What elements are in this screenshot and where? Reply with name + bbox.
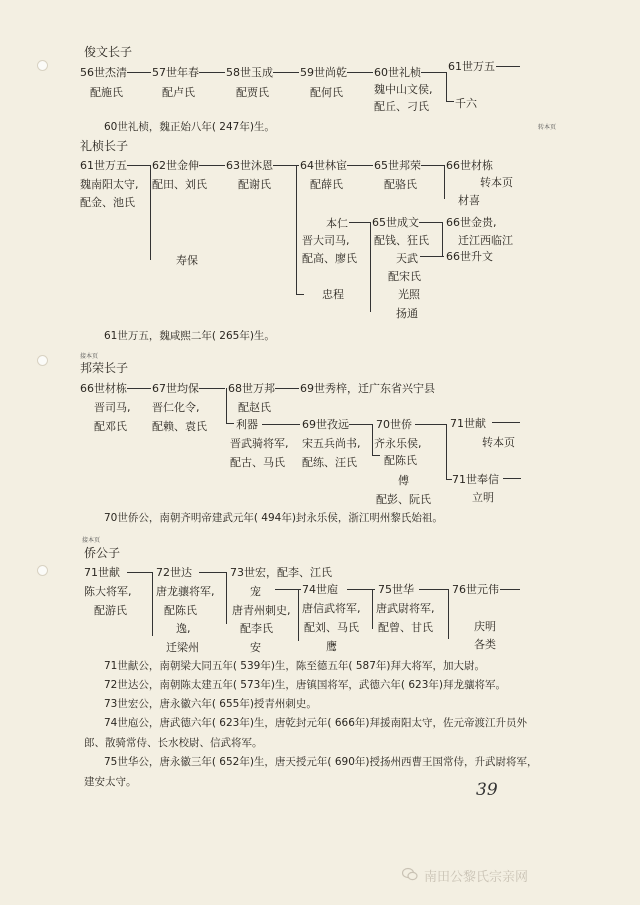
branch-61-vertical xyxy=(446,72,447,102)
link-70-71 xyxy=(415,424,447,425)
gen74-name: 74世庖 xyxy=(302,583,338,596)
gen66-sibling: 材喜 xyxy=(458,194,480,207)
gen57-name: 57世年春 xyxy=(152,66,199,79)
gen68-wife: 配赵氏 xyxy=(238,401,271,414)
section4-note-1: 71世献公，南朝梁大同五年( 539年)生，陈至德五年( 587年)拜大将军，加大尉。 xyxy=(104,660,486,672)
gen71-title: 陈大将军, xyxy=(84,585,132,598)
link-59-60 xyxy=(347,72,373,73)
branch-62-vertical xyxy=(150,165,151,260)
branch-64-vertical xyxy=(296,165,297,295)
gen66-name: 66世材栋 xyxy=(80,382,127,395)
branch65-wife: 配钱、狂氏 xyxy=(374,234,429,247)
link-64-65 xyxy=(347,165,373,166)
gen64-wife: 配薛氏 xyxy=(310,178,343,191)
link-66-67 xyxy=(127,388,151,389)
branch66b-name: 66世升文 xyxy=(446,250,493,263)
section4-note-5a: 75世华公，唐永徽三年( 652年)生，唐天授元年( 690年)授扬州西曹王国常侍，升武尉将军， xyxy=(104,756,538,768)
gen75-wife: 配曾、甘氏 xyxy=(378,621,433,634)
watermark: 南田公黎氏宗亲网 xyxy=(424,870,529,885)
section4-title: 侨公子 xyxy=(84,546,121,560)
link-72-73 xyxy=(199,572,227,573)
branch70-wife: 配彭、阮氏 xyxy=(376,493,431,506)
gen60-title: 魏中山文侯, xyxy=(374,83,433,96)
section4-note-4a: 74世庖公，唐武德六年( 623年)生，唐乾封元年( 666年)拜援南阳太守，佐元帝渡江升员外 xyxy=(104,717,528,729)
branch-76-vertical xyxy=(448,589,449,639)
gen70-name: 70世侨 xyxy=(376,418,412,431)
branch76b-name: 各类 xyxy=(474,638,496,651)
gen61-title: 魏南阳太守, xyxy=(80,178,139,191)
gen72-name: 72世达 xyxy=(156,566,192,579)
branch66-title: 迁江西临江 xyxy=(458,234,513,247)
gen66-name: 66世材栋 xyxy=(446,159,493,172)
section3-tag: 接本页 xyxy=(80,353,99,360)
section2-title: 礼桢长子 xyxy=(80,139,129,153)
binder-hole-bottom xyxy=(37,565,48,576)
branch-61-tick xyxy=(446,101,454,102)
branch65d-name: 扬通 xyxy=(396,307,418,320)
branch65c-name: 光照 xyxy=(398,288,420,301)
branch64-wife: 配高、廖氏 xyxy=(302,252,357,265)
branch64-name: 本仁 xyxy=(326,217,348,230)
gen70-wife: 配陈氏 xyxy=(384,454,417,467)
gen61-name: 61世万五 xyxy=(80,159,127,172)
branch-74-vertical xyxy=(298,589,299,641)
link-67-68 xyxy=(199,388,225,389)
page-number: 39 xyxy=(476,780,498,800)
branch74-name: 鹰 xyxy=(326,640,337,653)
gen73-name: 73世宏，配李、江氏 xyxy=(230,566,332,579)
gen68-name: 68世万邦 xyxy=(228,382,275,395)
gen63-name: 63世沐恩 xyxy=(226,159,273,172)
gen57-wife: 配卢氏 xyxy=(162,86,195,99)
gen65-name: 65世邦荣 xyxy=(374,159,421,172)
branch69-title: 宋五兵尚书, xyxy=(302,437,361,450)
link-65-66 xyxy=(421,165,445,166)
gen71-wife: 配游氏 xyxy=(94,604,127,617)
branch-b66-vertical xyxy=(442,222,443,256)
link-71-continue xyxy=(492,422,520,423)
link-b65b-b66b xyxy=(420,256,444,257)
binder-hole-top xyxy=(37,60,48,71)
branch76a-name: 庆明 xyxy=(474,620,496,633)
branch-70-tick xyxy=(372,455,380,456)
gen72-title: 唐龙骧将军, xyxy=(156,585,215,598)
gen56-wife: 配施氏 xyxy=(90,86,123,99)
gen60-name: 60世礼桢 xyxy=(374,66,421,79)
link-56-57 xyxy=(127,72,151,73)
branch72-title: 迁梁州 xyxy=(166,641,199,654)
branch68-wife: 配古、马氏 xyxy=(230,456,285,469)
section3-note: 70世侨公，南朝齐明帝建武元年( 494年)封永乐侯，浙江明州黎氏始祖。 xyxy=(104,512,443,524)
gen61-name: 61世万五 xyxy=(448,60,495,73)
gen58-wife: 配贾氏 xyxy=(236,86,269,99)
section4-note-2: 72世达公，南朝陈太建五年( 573年)生，唐镇国将军，武德六年( 623年)拜龙骧将军。 xyxy=(104,679,507,691)
gen59-wife: 配何氏 xyxy=(310,86,343,99)
gen63-wife: 配谢氏 xyxy=(238,178,271,191)
wechat-icon xyxy=(402,866,418,882)
link-b64-b65 xyxy=(349,222,371,223)
branch68-name: 利器 xyxy=(236,418,258,431)
link-b65-b66 xyxy=(419,222,443,223)
link-71-72 xyxy=(127,572,153,573)
link-61-continue xyxy=(496,66,520,67)
link-69-70 xyxy=(349,424,373,425)
branch73-name: 宠 xyxy=(250,585,261,598)
gen64-name: 64世林宦 xyxy=(300,159,347,172)
gen59-name: 59世尚乾 xyxy=(300,66,347,79)
gen66-wife: 配邓氏 xyxy=(94,420,127,433)
gen71-name: 71世献 xyxy=(450,417,486,430)
gen76-name: 76世元伟 xyxy=(452,583,499,596)
gen62-name: 62世金伸 xyxy=(152,159,199,172)
branch65b-name: 天武 xyxy=(396,252,418,265)
section4-note-5b: 建安太守。 xyxy=(84,776,137,788)
link-74-75 xyxy=(347,589,375,590)
branch73-title: 唐青州刺史, xyxy=(232,604,291,617)
branch-68-tick xyxy=(226,423,234,424)
branch64b-name: 忠程 xyxy=(322,288,344,301)
branch-68-vertical xyxy=(226,388,227,424)
link-75-76 xyxy=(419,589,449,590)
branch-70-vertical xyxy=(372,424,373,456)
gen67-title: 晋仁化令, xyxy=(152,401,200,414)
link-b71-continue xyxy=(503,478,521,479)
gen66-transfer: 转本页 xyxy=(480,176,513,189)
link-62-63 xyxy=(199,165,225,166)
binder-hole-middle xyxy=(37,355,48,366)
branch71-title: 立明 xyxy=(472,491,494,504)
branch-65-vertical xyxy=(370,222,371,312)
branch64-title: 晋大司马, xyxy=(302,234,350,247)
branch-75-vertical xyxy=(372,589,373,629)
branch68-title: 晋武骑将军, xyxy=(230,437,289,450)
link-60-61 xyxy=(421,72,447,73)
branch70-name: 傅 xyxy=(398,474,409,487)
branch66-name: 66世金贵, xyxy=(446,216,497,229)
branch-72-vertical xyxy=(152,572,153,636)
gen56-name: 56世杰清 xyxy=(80,66,127,79)
gen74-wife: 配刘、马氏 xyxy=(304,621,359,634)
section4-note-4b: 郎、散骑常侍、长水校尉、信武将军。 xyxy=(84,737,263,749)
branch-73-vertical xyxy=(226,572,227,624)
gen71-name: 71世献 xyxy=(84,566,120,579)
gen58-name: 58世玉成 xyxy=(226,66,273,79)
branch71-name: 71世奉信 xyxy=(452,473,499,486)
branch-66-vertical xyxy=(444,165,445,199)
gen70-title: 齐永乐侯, xyxy=(374,437,422,450)
gen74-title: 唐信武将军, xyxy=(302,602,361,615)
branch73-wife: 配李氏 xyxy=(240,622,273,635)
branch69-wife: 配练、汪氏 xyxy=(302,456,357,469)
branch65-name: 65世成文 xyxy=(372,216,419,229)
section2-note: 61世万五，魏咸熙二年( 265年)生。 xyxy=(104,330,275,342)
branch-71-vertical xyxy=(446,424,447,480)
branch73b-name: 安 xyxy=(250,641,261,654)
branch69-name: 69世孜远 xyxy=(302,418,349,431)
gen60-wife: 配丘、刁氏 xyxy=(374,100,429,113)
link-68-69 xyxy=(275,388,299,389)
gen61-sibling: 千六 xyxy=(455,97,477,110)
gen65-wife: 配骆氏 xyxy=(384,178,417,191)
gen67-name: 67世均保 xyxy=(152,382,199,395)
section4-tag: 接本页 xyxy=(82,537,101,544)
gen71-transfer: 转本页 xyxy=(482,436,515,449)
link-57-58 xyxy=(199,72,225,73)
gen75-name: 75世华 xyxy=(378,583,414,596)
gen61-wife: 配金、池氏 xyxy=(80,196,135,209)
link-76-continue xyxy=(500,589,520,590)
section4-note-3: 73世宏公，唐永徽六年( 655年)授青州刺史。 xyxy=(104,698,317,710)
gen66-title: 晋司马, xyxy=(94,401,131,414)
branch72-name: 逸, xyxy=(176,622,191,635)
link-b68-b69 xyxy=(262,424,300,425)
gen67-wife: 配赖、袁氏 xyxy=(152,420,207,433)
section3-title: 邦荣长子 xyxy=(80,361,129,375)
branch-64-tick xyxy=(296,294,304,295)
gen69-name: 69世秀梓，迁广东省兴宁县 xyxy=(300,382,435,395)
link-61-62 xyxy=(127,165,151,166)
gen62-wife: 配田、刘氏 xyxy=(152,178,207,191)
gen75-title: 唐武尉将军, xyxy=(376,602,435,615)
section1-note: 60世礼桢，魏正始八年( 247年)生。 xyxy=(104,121,275,133)
gen62-sibling: 寿保 xyxy=(176,254,198,267)
section1-title: 俊文长子 xyxy=(84,45,133,59)
gen72-wife: 配陈氏 xyxy=(164,604,197,617)
branch65b-wife: 配宋氏 xyxy=(388,270,421,283)
side-note-transfer: 转本页 xyxy=(538,124,557,131)
link-58-59 xyxy=(273,72,299,73)
